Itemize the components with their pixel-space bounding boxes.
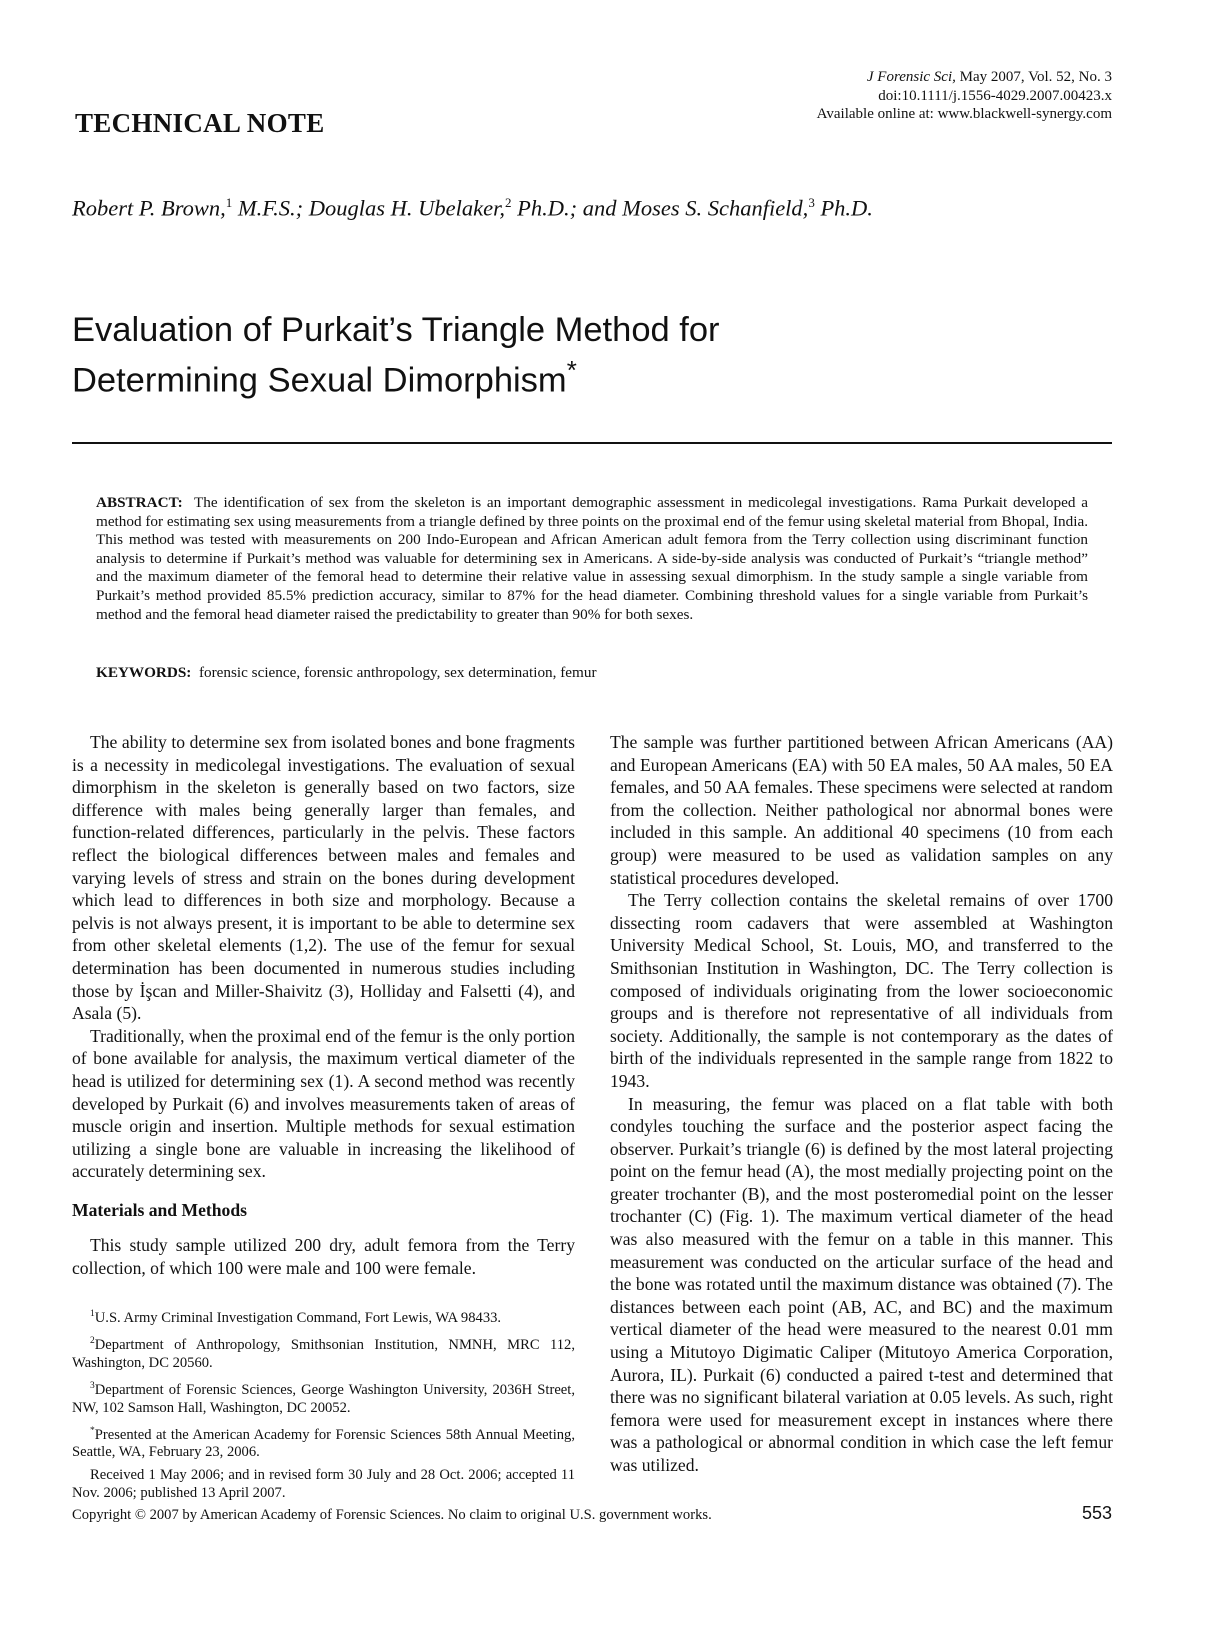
footnote-mark: 1 (90, 1309, 95, 1319)
body-paragraph: The ability to determine sex from isolated bones and bone fragments is a necessity in medicolegal investigations. The evaluation of sexual dimorphism in the skeleton is generally based on two factors, size difference with males being generally larger than females, and function-related differences, particularly in the pelvis. These factors reflect the biological differences between males and females and varying levels of stress and strain on the bones during development which lead to differences in both size and morphology. Because a pelvis is not always present, it is important to be able to determine sex from other skeletal elements (1,2). The use of the femur for sexual determination has been documented in numerous studies including those by İşcan and Miller-Shaivitz (3), Holliday and Falsetti (4), and Asala (5). (72, 732, 575, 1024)
author-name: Moses S. Schanfield, (622, 195, 809, 221)
right-column (610, 731, 1113, 1477)
section-heading: Materials and Methods (72, 1200, 247, 1220)
paper-title (72, 310, 720, 401)
author-affiliation-mark: 1 (225, 195, 233, 210)
footnote-text: Presented at the American Academy for Forensic Sciences 58th Annual Meeting, Seattle, WA, February 23, 2006. (72, 1426, 575, 1461)
footnote-text: Department of Anthropology, Smithsonian Institution, NMNH, MRC 112, Washington, DC 20560. (72, 1336, 575, 1371)
journal-issue: May 2007, Vol. 52, No. 3 (955, 69, 1112, 85)
abstract-text: The identification of sex from the skeleton is an important demographic assessment in medicolegal investigations. Rama Purkait developed a method for estimating sex using measurements from a triangle defined by three points on the proximal end of the femur using skeletal material from Bhopal, India. This method was tested with measurements on 200 Indo-European and African American adult femora from the Terry collection using discriminant function analysis to determine if Purkait’s method was valuable for determining sex in Americans. A side-by-side analysis was conducted of Purkait’s “triangle method” and the maximum diameter of the femoral head to determine their relative value in assessing sexual dimorphism. In the study sample a single variable from Purkait’s method provided 85.5% prediction accuracy, similar to 87% for the head diameter. Combining threshold values for a single variable from Purkait’s method and the femoral head diameter raised the predictability to greater than 90% for both sexes. (96, 494, 1089, 623)
footnote-text: Department of Forensic Sciences, George Washington University, 2036H Street, NW, 102 Samson Hall, Washington, DC 20052. (72, 1381, 575, 1416)
keywords-text: forensic science, forensic anthropology, sex determination, femur (198, 664, 597, 681)
footnote (72, 1305, 575, 1327)
copyright: Copyright © 2007 by American Academy of Forensic Sciences. No claim to original U.S. government works. (72, 1507, 712, 1523)
methods-column (72, 1234, 575, 1279)
author-degree: M.F.S.; (232, 195, 309, 221)
page-number: 553 (1081, 1503, 1112, 1523)
body-paragraph: This study sample utilized 200 dry, adult femora from the Terry collection, of which 100 were male and 100 were female. (72, 1235, 575, 1278)
footnotes (72, 1305, 575, 1507)
footnote-mark: 2 (90, 1335, 95, 1346)
footnote (72, 1422, 575, 1462)
footnote (72, 1332, 575, 1372)
availability: Available online at: www.blackwell-synergy.com (816, 106, 1112, 122)
author-affiliation-mark: 3 (808, 195, 815, 210)
footnote-text: U.S. Army Criminal Investigation Command, Fort Lewis, WA 98433. (94, 1309, 502, 1326)
left-column (72, 731, 575, 1183)
author-name: Robert P. Brown, (72, 195, 226, 221)
title-line: Determining Sexual Dimorphism (72, 361, 567, 400)
journal-name: J Forensic Sci, (866, 69, 956, 85)
keywords-label: KEYWORDS: (96, 664, 192, 681)
keywords (96, 664, 597, 682)
title-line: Evaluation of Purkait’s Triangle Method for (72, 311, 720, 349)
doi: doi:10.1111/j.1556-4029.2007.00423.x (878, 87, 1112, 104)
footnote-mark: 3 (90, 1380, 95, 1391)
title-rule (72, 442, 1112, 444)
abstract (96, 494, 1088, 624)
authors (72, 195, 873, 222)
footnote (72, 1377, 575, 1417)
author-degree: Ph.D. (814, 195, 873, 221)
body-paragraph: In measuring, the femur was placed on a flat table with both condyles touching the surface and the posterior aspect facing the observer. Purkait’s triangle (6) is defined by the most lateral projecting point on the femur head (A), the most medially projecting point on the greater trochanter (B), and the most posteromedial point on the lesser trochanter (C) (Fig. 1). The maximum vertical diameter of the head was also measured with the femur on a table in this manner. This measurement was conducted on the articular surface of the head and the bone was rotated until the maximum distance was obtained (7). The distances between each point (AB, AC, and BC) and the maximum vertical diameter of the head were measured to the nearest 0.01 mm using a Mitutoyo Digimatic Caliper (Mitutoyo America Corporation, Aurora, IL). Purkait (6) conducted a paired t-test and determined that there was no significant bilateral variation at 0.05 levels. As such, right femora were used for measurement except in instances where there was a pathological or abnormal condition in which case the left femur was utilized. (610, 1093, 1113, 1475)
abstract-label: ABSTRACT: (96, 494, 183, 511)
footnote-mark: * (90, 1425, 95, 1436)
footnote-text: Received 1 May 2006; and in revised form 30 July and 28 Oct. 2006; accepted 11 Nov. 2006; published 13 April 2007. (72, 1467, 575, 1502)
body-paragraph: Traditionally, when the proximal end of the femur is the only portion of bone available for analysis, the maximum vertical diameter of the head is utilized for determining sex (1). A second method was recently developed by Purkait (6) and involves measurements taken of areas of muscle origin and insertion. Multiple methods for sexual estimation utilizing a single bone are valuable in increasing the likelihood of accurately determining sex. (72, 1025, 575, 1182)
journal-info (817, 68, 1112, 124)
body-paragraph: The Terry collection contains the skeletal remains of over 1700 dissecting room cadavers that were assembled at Washington University Medical School, St. Louis, MO, and transferred to the Smithsonian Institution in Washington, DC. The Terry collection is composed of individuals originating from the lower socioeconomic groups and is therefore not representative of all individuals from society. Additionally, the sample is not contemporary as the dates of birth of the individuals represented in the sample range from 1822 to 1943. (610, 890, 1113, 1091)
author-affiliation-mark: 2 (504, 195, 512, 210)
body-paragraph: The sample was further partitioned between African Americans (AA) and European Americans (EA) with 50 EA males, 50 AA males, 50 EA females, and 50 AA females. These specimens were selected at random from the collection. Neither pathological nor abnormal bones were included in this sample. An additional 40 specimens (10 from each group) were measured to be used as validation samples on any statistical procedures developed. (610, 732, 1113, 888)
title-footnote-mark: * (566, 355, 577, 385)
author-degree: Ph.D.; and (511, 195, 623, 221)
received-dates (72, 1466, 575, 1502)
author-name: Douglas H. Ubelaker, (308, 195, 505, 221)
section-label: TECHNICAL NOTE (75, 108, 325, 138)
